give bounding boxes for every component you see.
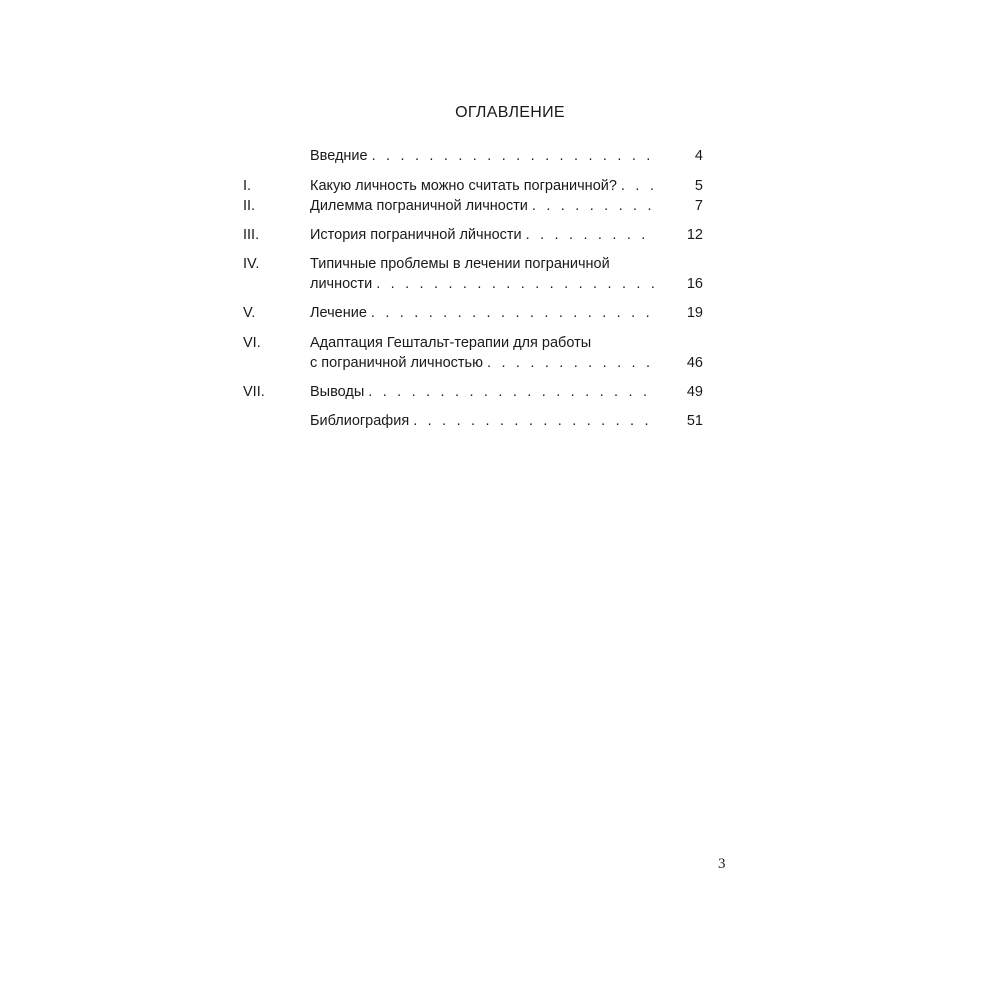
dot-leader [376, 274, 655, 294]
entry-number: VII. [243, 384, 265, 400]
entry-number: V. [243, 305, 256, 321]
entry-page-number: 4 [655, 146, 703, 166]
page-title: ОГЛАВЛЕНИЕ [455, 104, 565, 121]
toc-entry-introduction [243, 146, 703, 166]
entry-page-number: 5 [655, 176, 703, 196]
dot-leader [526, 225, 655, 245]
entry-page-number: 7 [655, 196, 703, 216]
entry-title: Лечение [310, 303, 371, 323]
dot-leader [487, 353, 655, 373]
page-number: 3 [718, 856, 726, 872]
entry-page-number: 46 [655, 353, 703, 373]
dot-leader [371, 303, 655, 323]
toc-entry-chapter-7 [243, 382, 703, 402]
toc-entry-chapter-6 [243, 333, 703, 373]
entry-page-number: 16 [655, 274, 703, 294]
dot-leader [532, 196, 655, 216]
entry-page-number: 19 [655, 303, 703, 323]
entry-page-number: 51 [655, 411, 703, 431]
toc-entry-chapter-1 [243, 176, 703, 196]
dot-leader [413, 411, 655, 431]
entry-title-line-1: Типичные проблемы в лечении пограничной [310, 256, 610, 272]
entry-page-number: 49 [655, 382, 703, 402]
entry-title: Дилемма пограничной личности [310, 196, 532, 216]
entry-number: II. [243, 198, 256, 214]
toc-entry-bibliography [243, 411, 703, 431]
entry-title: Библиография [310, 411, 413, 431]
toc-entry-chapter-2 [243, 196, 703, 216]
toc-entry-chapter-5 [243, 303, 703, 323]
entry-title-line-1: Адаптация Гештальт-терапии для работы [310, 335, 592, 351]
entry-title: Введние [310, 146, 372, 166]
toc-entry-chapter-3 [243, 225, 703, 245]
entry-page-number: 12 [655, 225, 703, 245]
entry-number: I. [243, 178, 252, 194]
entry-title-line-2: личности [310, 274, 376, 294]
entry-number: VI. [243, 335, 261, 351]
dot-leader [368, 382, 655, 402]
dot-leader [372, 146, 655, 166]
entry-number: IV. [243, 256, 260, 272]
toc-entry-chapter-4 [243, 254, 703, 294]
entry-title: История пограничной лйчности [310, 225, 526, 245]
table-of-contents [243, 146, 703, 431]
entry-number: III. [243, 227, 260, 243]
entry-title: Выводы [310, 382, 368, 402]
dot-leader [621, 176, 655, 196]
entry-title: Какую личность можно считать пограничной? [310, 176, 621, 196]
entry-title-line-2: с пограничной личностью [310, 353, 487, 373]
